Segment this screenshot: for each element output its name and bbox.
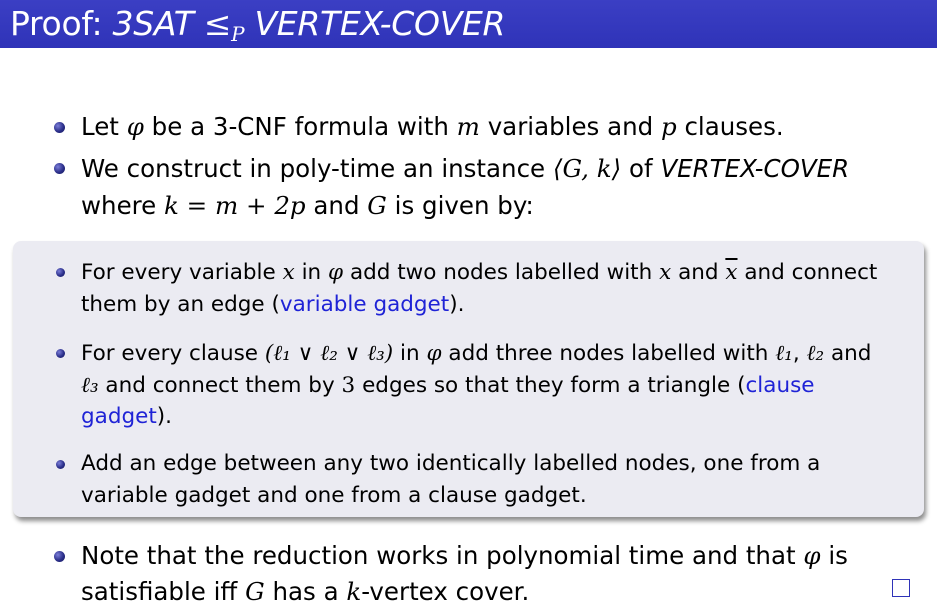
math-l3: ℓ₃ — [81, 373, 99, 398]
text: For every variable — [81, 260, 276, 285]
qed-box-icon — [892, 579, 910, 597]
text: is — [828, 541, 848, 570]
text: add three nodes labelled with — [448, 341, 769, 366]
title-vertex-cover: VERTEX-COVER — [254, 4, 506, 43]
title-prefix: Proof: — [10, 4, 103, 43]
text: For every clause — [81, 341, 259, 366]
text: has a — [272, 577, 339, 606]
text: and — [313, 191, 360, 220]
math-G: G — [245, 577, 265, 606]
math-tuple: ⟨G, k⟩ — [552, 154, 622, 183]
text: be a 3-CNF formula with — [151, 112, 449, 141]
math-clause: (ℓ₁ ∨ ℓ₂ ∨ ℓ₃) — [264, 341, 394, 366]
text: -vertex cover. — [361, 577, 530, 606]
bullet-formula — [81, 108, 784, 145]
bullet-note-line2 — [81, 573, 529, 610]
text: where — [81, 191, 157, 220]
sub-bullet-marker — [56, 349, 65, 358]
math-x-bar: $\overline{x}$ — [725, 260, 738, 285]
edge-rule-line1: Add an edge between any two identically labelled nodes, one from a — [81, 451, 821, 476]
text: , — [792, 341, 800, 366]
math-3: 3 — [341, 373, 356, 398]
math-x: x — [282, 260, 295, 285]
bullet-construction-line2 — [81, 187, 534, 224]
bullet-marker — [54, 122, 65, 133]
text: them by an edge ( — [81, 292, 280, 317]
text: variables and — [487, 112, 654, 141]
text: edges so that they form a triangle ( — [362, 373, 746, 398]
math-p: p — [660, 112, 677, 141]
text: in — [400, 341, 420, 366]
math-m: m — [456, 112, 480, 141]
text: and — [678, 260, 719, 285]
text: Note that the reduction works in polynomial time and that — [81, 541, 796, 570]
title-leq: ≤ — [203, 4, 232, 43]
math-phi: φ — [426, 341, 442, 366]
clause-gadget-link[interactable]: clause — [745, 373, 815, 398]
text: of — [628, 154, 653, 183]
text: and — [830, 341, 872, 366]
clause-gadget-line1 — [81, 338, 871, 370]
variable-gadget-line2 — [81, 289, 464, 321]
math-k: k — [346, 577, 362, 606]
bullet-marker — [54, 163, 65, 174]
text: and connect them by — [105, 373, 335, 398]
text: satisfiable iff — [81, 577, 238, 606]
clause-gadget-link[interactable]: gadget — [81, 404, 157, 429]
title-relation — [203, 4, 245, 46]
math-l2: ℓ₂ — [806, 341, 825, 366]
sub-bullet-marker — [56, 460, 65, 469]
math-phi: φ — [328, 260, 344, 285]
bullet-construction-line1 — [81, 150, 849, 187]
math-phi: φ — [126, 112, 144, 141]
slide-title — [10, 4, 505, 54]
sub-bullet-marker — [56, 268, 65, 277]
math-phi: φ — [803, 541, 821, 570]
bullet-marker — [54, 551, 65, 562]
variable-gadget-link[interactable]: variable gadget — [279, 292, 450, 317]
vertex-cover-term: VERTEX-COVER — [660, 154, 850, 183]
text: ). — [449, 292, 465, 317]
title-leq-sub: P — [231, 22, 245, 46]
text: in — [301, 260, 322, 285]
text: We construct in poly-time an instance — [81, 154, 546, 183]
text: add two nodes labelled with — [349, 260, 653, 285]
clause-gadget-line3 — [81, 401, 172, 433]
variable-gadget-line1 — [81, 257, 877, 289]
text: and connect — [744, 260, 878, 285]
text: ). — [156, 404, 173, 429]
bullet-note-line1 — [81, 537, 848, 574]
text: Let — [81, 112, 119, 141]
title-3sat: 3SAT — [112, 4, 194, 43]
math-G: G — [367, 191, 387, 220]
clause-gadget-line2 — [81, 370, 815, 402]
text: clauses. — [684, 112, 784, 141]
slide-title-bar — [0, 0, 937, 48]
math-l1: ℓ₁ — [775, 341, 793, 366]
text: is given by: — [394, 191, 534, 220]
edge-rule-line2: variable gadget and one from a clause gadget. — [81, 483, 587, 508]
math-k-equation: k = m + 2p — [164, 191, 306, 220]
math-x: x — [659, 260, 672, 285]
